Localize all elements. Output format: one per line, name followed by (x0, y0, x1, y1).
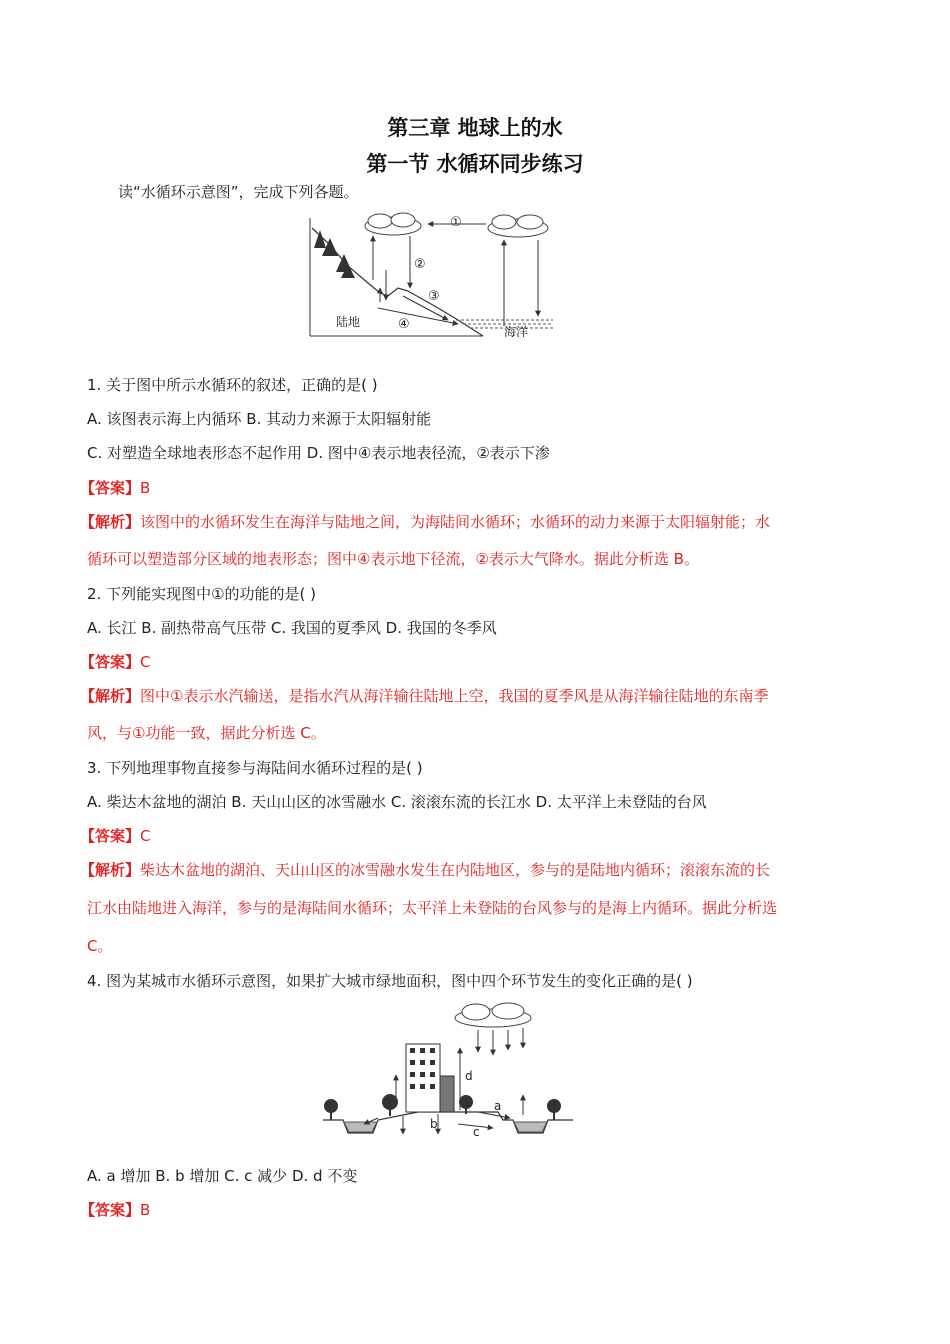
question-3-analysis-line-1 (80, 859, 770, 880)
answer-value: C (140, 827, 151, 845)
question-1-analysis-line-2: 循环可以塑造部分区域的地表形态；图中④表示地下径流，②表示大气降水。据此分析选 B。 (87, 550, 699, 568)
question-3-answer (80, 825, 151, 846)
analysis-label: 【解析】 (80, 861, 141, 879)
question-3-analysis-line-3: C。 (87, 937, 113, 955)
tree-icon (314, 230, 355, 278)
land-label: 陆地 (336, 315, 361, 329)
question-4-answer (80, 1199, 150, 1220)
section-title: 第一节 水循环同步练习 (366, 152, 584, 176)
analysis-text: 柴达木盆地的湖泊、天山山区的冰雪融水发生在内陆地区，参与的是陆地内循环；滚滚东流的长 (140, 861, 771, 879)
question-2-analysis-line-1 (80, 685, 768, 706)
label-1: ① (450, 215, 462, 230)
analysis-text: 该图中的水循环发生在海洋与陆地之间，为海陆间水循环；水循环的动力来源于太阳辐射能；水 (140, 513, 771, 531)
answer-label: 【答案】 (80, 827, 141, 845)
analysis-text: 图中①表示水汽输送，是指水汽从海洋输往陆地上空，我国的夏季风是从海洋输往陆地的东南季 (140, 687, 769, 705)
sea-label: 海洋 (504, 325, 529, 339)
analysis-label: 【解析】 (80, 513, 141, 531)
cloud-icon (365, 213, 421, 235)
analysis-label: 【解析】 (80, 687, 141, 705)
pond (514, 1122, 547, 1132)
intro-text: 读“水循环示意图”，完成下列各题。 (118, 183, 359, 201)
question-2-stem: 2. 下列能实现图中①的功能的是( ) (87, 585, 317, 603)
question-1-options-line-1: A. 该图表示海上内循环 B. 其动力来源于太阳辐射能 (87, 410, 432, 428)
answer-label: 【答案】 (80, 1201, 141, 1219)
building-icon (406, 1044, 454, 1112)
cloud-icon (488, 215, 548, 237)
label-4: ④ (398, 317, 410, 332)
label-3: ③ (428, 289, 440, 304)
question-2-options: A. 长江 B. 副热带高气压带 C. 我国的夏季风 D. 我国的冬季风 (87, 619, 497, 637)
question-1-analysis-line-1 (80, 511, 770, 532)
question-1-stem: 1. 关于图中所示水循环的叙述，正确的是( ) (87, 376, 378, 394)
label-b: b (430, 1117, 438, 1131)
question-4-stem: 4. 图为某城市水循环示意图，如果扩大城市绿地面积，图中四个环节发生的变化正确的是( ) (87, 972, 693, 990)
label-d: d (465, 1069, 473, 1083)
answer-value: C (140, 653, 151, 671)
label-a: a (494, 1099, 502, 1113)
question-2-analysis-line-2: 风，与①功能一致，据此分析选 C。 (87, 724, 326, 742)
label-c: c (473, 1125, 480, 1139)
question-2-answer (80, 651, 151, 672)
question-1-options-line-2: C. 对塑造全球地表形态不起作用 D. 图中④表示地表径流，②表示下渗 (87, 444, 550, 462)
cloud-icon (455, 1003, 531, 1027)
label-2: ② (414, 257, 426, 272)
answer-label: 【答案】 (80, 653, 141, 671)
chapter-title: 第三章 地球上的水 (387, 116, 563, 140)
surface-runoff-arrow (403, 296, 448, 320)
answer-value: B (140, 479, 151, 497)
water-cycle-diagram (308, 208, 558, 346)
pond (344, 1122, 377, 1132)
answer-label: 【答案】 (80, 479, 141, 497)
answer-value: B (140, 1201, 151, 1219)
question-1-answer (80, 477, 150, 498)
question-3-analysis-line-2: 江水由陆地进入海洋，参与的是海陆间水循环；太平洋上未登陆的台风参与的是海上内循环。据此分析选 (87, 899, 778, 917)
question-3-stem: 3. 下列地理事物直接参与海陆间水循环过程的是( ) (87, 759, 423, 777)
question-3-options: A. 柴达木盆地的湖泊 B. 天山山区的冰雪融水 C. 滚滚东流的长江水 D. 太平洋上未登陆的台风 (87, 793, 707, 811)
underground-runoff-arrow (378, 308, 458, 324)
urban-water-cycle-diagram (318, 1000, 578, 1140)
question-4-options: A. a 增加 B. b 增加 C. c 减少 D. d 不变 (87, 1167, 358, 1185)
